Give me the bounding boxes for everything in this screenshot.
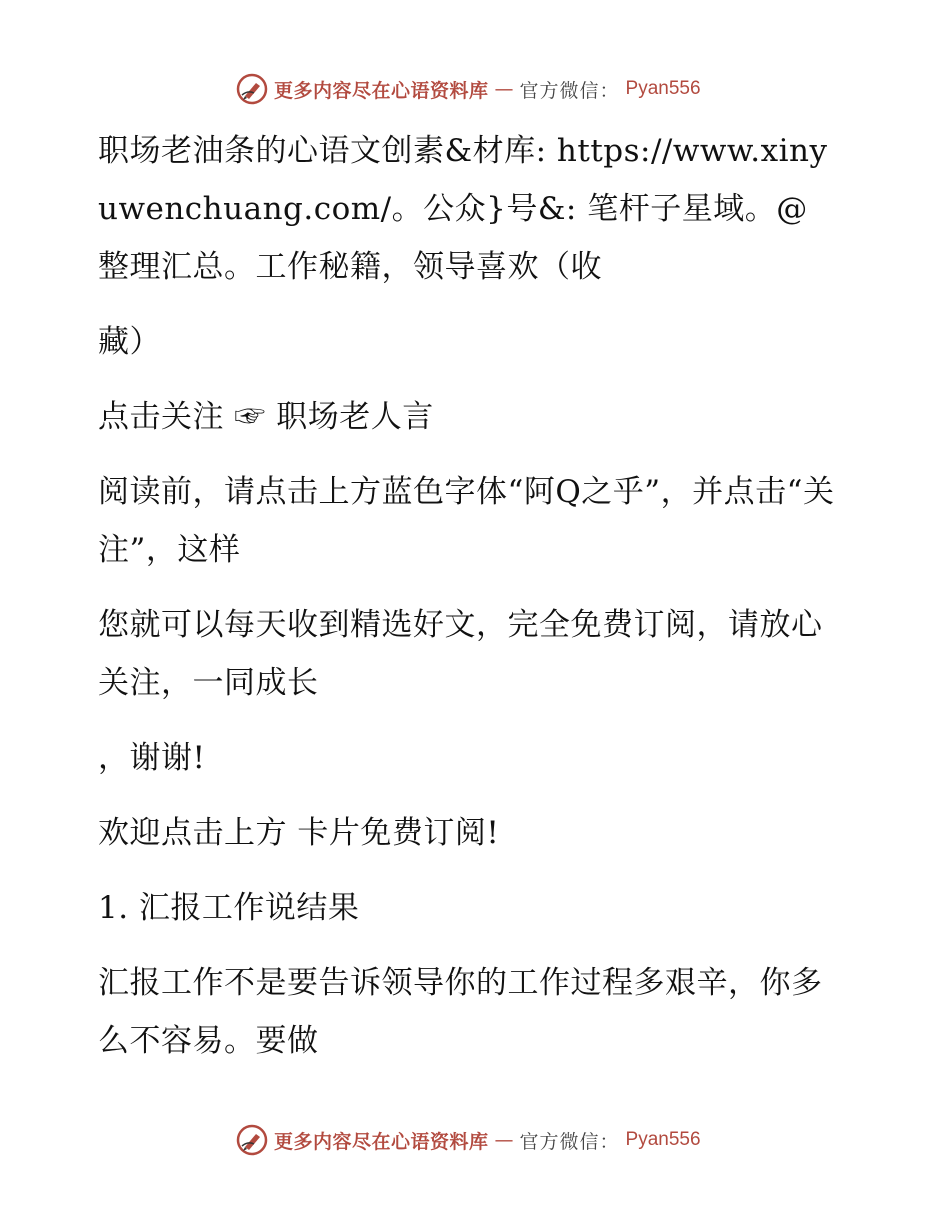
- paragraph-4: 阅读前，请点击上方蓝色字体“阿Q之乎”，并点击“关注”，这样: [98, 474, 835, 568]
- paragraph-3: 点击关注 ☞ 职场老人言: [98, 399, 434, 435]
- header-brand-text: 更多内容尽在心语资料库: [274, 79, 489, 102]
- header-wechat-id: Pyan556: [625, 78, 701, 99]
- paragraph-1: 职场老油条的心语文创素&材库: https://www.xinyuwenchuang.com/。公众}号&: 笔杆子星域。@整理汇总。工作秘籍，领导喜欢（收: [98, 133, 828, 285]
- footer-banner: [236, 1123, 701, 1157]
- header-wechat-label: 官方微信：: [519, 79, 620, 102]
- footer-wechat-label: 官方微信：: [519, 1130, 620, 1153]
- document-body: [98, 122, 838, 1087]
- paragraph-7: 欢迎点击上方 卡片免费订阅!: [98, 815, 500, 851]
- header-dash: —: [494, 78, 514, 100]
- footer-dash: —: [494, 1129, 514, 1151]
- pen-logo-icon: [236, 73, 268, 105]
- paragraph-8: 汇报工作不是要告诉领导你的工作过程多艰辛，你多么不容易。要做: [98, 965, 823, 1059]
- footer-wechat-id: Pyan556: [625, 1129, 701, 1150]
- paragraph-2: 藏）: [98, 324, 161, 360]
- pen-logo-icon: [236, 1124, 268, 1156]
- paragraph-5: 您就可以每天收到精选好文，完全免费订阅，请放心关注，一同成长: [98, 607, 823, 701]
- header-banner: [236, 72, 701, 106]
- paragraph-6: ，谢谢!: [98, 740, 206, 776]
- section-heading: 1. 汇报工作说结果: [98, 890, 360, 926]
- footer-brand-text: 更多内容尽在心语资料库: [274, 1130, 489, 1153]
